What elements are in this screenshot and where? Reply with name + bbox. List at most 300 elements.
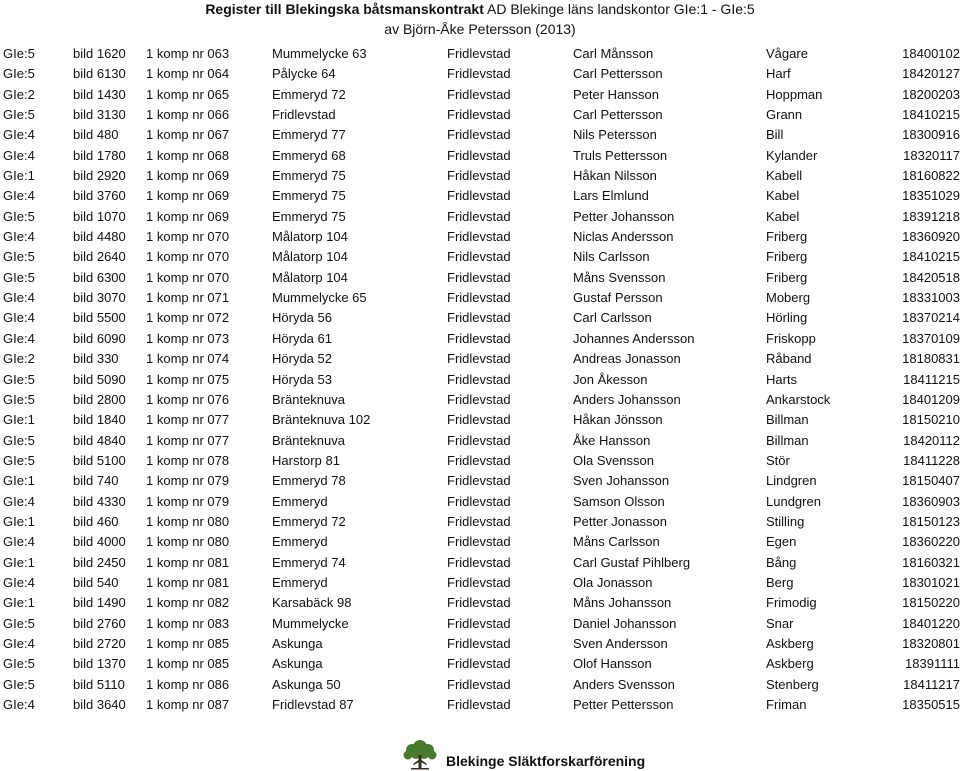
- table-row: [0, 471, 960, 491]
- cell-sailor-name: Berg: [766, 574, 794, 590]
- cell-name: Petter Jonasson: [573, 513, 667, 529]
- cell-company-number: 1 komp nr 081: [146, 554, 230, 570]
- cell-sailor-name: Vågare: [766, 46, 808, 61]
- cell-farm: Emmeryd 68: [272, 147, 346, 163]
- cell-farm: Emmeryd 72: [272, 513, 346, 529]
- cell-name: Håkan Nilsson: [573, 168, 657, 184]
- cell-image: bild 4840: [73, 432, 126, 448]
- cell-volume: GIe:5: [3, 656, 35, 672]
- cell-farm: Emmeryd 75: [272, 188, 346, 204]
- cell-date: 18300916: [902, 127, 960, 143]
- cell-volume: GIe:4: [3, 290, 35, 306]
- table-row: [0, 227, 960, 247]
- cell-volume: GIe:5: [3, 615, 35, 631]
- cell-image: bild 4480: [73, 229, 126, 245]
- table-row: [0, 85, 960, 105]
- table-row: [0, 634, 960, 654]
- table-row: [0, 308, 960, 328]
- cell-company-number: 1 komp nr 074: [146, 351, 230, 367]
- cell-farm: Fridlevstad 87: [272, 697, 354, 712]
- cell-volume: GIe:4: [3, 127, 35, 143]
- cell-volume: GIe:4: [3, 310, 35, 326]
- cell-sailor-name: Hoppman: [766, 86, 823, 102]
- cell-name: Andreas Jonasson: [573, 351, 681, 367]
- cell-name: Sven Andersson: [573, 635, 668, 651]
- cell-farm: Höryda 53: [272, 371, 332, 387]
- cell-date: 18410215: [902, 249, 960, 265]
- cell-sailor-name: Kabel: [766, 188, 800, 204]
- cell-company-number: 1 komp nr 069: [146, 208, 230, 224]
- cell-sailor-name: Hörling: [766, 310, 808, 326]
- cell-farm: Fridlevstad: [272, 107, 336, 123]
- cell-sailor-name: Bill: [766, 127, 784, 143]
- cell-farm: Emmeryd: [272, 534, 328, 550]
- cell-company-number: 1 komp nr 065: [146, 86, 230, 102]
- cell-parish: Fridlevstad: [447, 229, 511, 245]
- cell-company-number: 1 komp nr 071: [146, 290, 230, 306]
- cell-sailor-name: Lindgren: [766, 473, 817, 489]
- cell-volume: GIe:1: [3, 168, 35, 184]
- cell-image: bild 1490: [73, 595, 126, 611]
- cell-volume: GIe:5: [3, 46, 35, 61]
- cell-volume: GIe:1: [3, 412, 35, 428]
- cell-company-number: 1 komp nr 079: [146, 473, 230, 489]
- cell-name: Carl Pettersson: [573, 107, 663, 123]
- cell-image: bild 460: [73, 513, 119, 529]
- table-row: [0, 532, 960, 552]
- cell-parish: Fridlevstad: [447, 46, 511, 61]
- cell-date: 18411215: [903, 371, 960, 387]
- cell-sailor-name: Kylander: [766, 147, 818, 163]
- cell-sailor-name: Friskopp: [766, 330, 816, 346]
- cell-company-number: 1 komp nr 073: [146, 330, 230, 346]
- cell-farm: Höryda 56: [272, 310, 332, 326]
- cell-sailor-name: Råband: [766, 351, 812, 367]
- cell-name: Carl Pettersson: [573, 66, 663, 82]
- page-footer: [0, 736, 960, 771]
- cell-sailor-name: Snar: [766, 615, 794, 631]
- cell-name: Ola Jonasson: [573, 574, 653, 590]
- cell-date: 18370109: [902, 330, 960, 346]
- cell-sailor-name: Harf: [766, 66, 791, 82]
- cell-farm: Bränteknuva: [272, 391, 345, 407]
- table-row: [0, 166, 960, 186]
- cell-volume: GIe:2: [3, 86, 35, 102]
- cell-sailor-name: Egen: [766, 534, 797, 550]
- cell-volume: GIe:1: [3, 554, 35, 570]
- cell-date: 18420112: [903, 432, 960, 448]
- table-row: [0, 614, 960, 634]
- cell-parish: Fridlevstad: [447, 493, 511, 509]
- cell-farm: Emmeryd 78: [272, 473, 346, 489]
- table-row: [0, 370, 960, 390]
- cell-image: bild 1620: [73, 46, 126, 61]
- table-row: [0, 451, 960, 471]
- cell-volume: GIe:5: [3, 66, 35, 82]
- cell-volume: GIe:4: [3, 147, 35, 163]
- table-row: [0, 349, 960, 369]
- cell-parish: Fridlevstad: [447, 249, 511, 265]
- cell-parish: Fridlevstad: [447, 412, 511, 428]
- cell-volume: GIe:5: [3, 208, 35, 224]
- cell-image: bild 540: [73, 574, 119, 590]
- cell-volume: GIe:5: [3, 391, 35, 407]
- cell-image: bild 3070: [73, 290, 126, 306]
- cell-date: 18200203: [902, 86, 960, 102]
- title-bold: Register till Blekingska båtsmanskontrakt: [205, 1, 484, 17]
- cell-parish: Fridlevstad: [447, 371, 511, 387]
- cell-image: bild 1780: [73, 147, 126, 163]
- cell-image: bild 3130: [73, 107, 126, 123]
- cell-name: Måns Johansson: [573, 595, 672, 611]
- table-row: [0, 146, 960, 166]
- cell-name: Daniel Johansson: [573, 615, 677, 631]
- page-title: [0, 0, 960, 19]
- cell-name: Samson Olsson: [573, 493, 665, 509]
- cell-name: Petter Johansson: [573, 208, 675, 224]
- table-row: [0, 492, 960, 512]
- cell-date: 18411217: [903, 676, 960, 692]
- cell-company-number: 1 komp nr 070: [146, 269, 230, 285]
- cell-sailor-name: Friberg: [766, 249, 808, 265]
- cell-sailor-name: Moberg: [766, 290, 811, 306]
- cell-date: 18150123: [902, 513, 960, 529]
- cell-date: 18420127: [902, 66, 960, 82]
- title-rest: AD Blekinge läns landskontor GIe:1 - GIe:5: [483, 1, 755, 17]
- organization-name: Blekinge Släktforskarförening: [446, 753, 646, 769]
- cell-parish: Fridlevstad: [447, 452, 511, 468]
- cell-parish: Fridlevstad: [447, 697, 511, 712]
- cell-image: bild 740: [73, 473, 119, 489]
- cell-image: bild 4330: [73, 493, 126, 509]
- cell-parish: Fridlevstad: [447, 66, 511, 82]
- cell-image: bild 6300: [73, 269, 126, 285]
- cell-farm: Mummelycke 63: [272, 46, 367, 61]
- cell-parish: Fridlevstad: [447, 351, 511, 367]
- cell-farm: Höryda 61: [272, 330, 332, 346]
- cell-sailor-name: Harts: [766, 371, 798, 387]
- cell-sailor-name: Friman: [766, 697, 807, 712]
- cell-name: Jon Åkesson: [573, 371, 648, 387]
- cell-date: 18331003: [902, 290, 960, 306]
- cell-parish: Fridlevstad: [447, 534, 511, 550]
- table-row: [0, 675, 960, 695]
- table-row: [0, 288, 960, 308]
- cell-company-number: 1 komp nr 080: [146, 513, 230, 529]
- cell-date: 18350515: [902, 697, 960, 712]
- cell-company-number: 1 komp nr 078: [146, 452, 230, 468]
- cell-name: Johannes Andersson: [573, 330, 695, 346]
- register-table: [0, 44, 960, 715]
- cell-image: bild 1430: [73, 86, 126, 102]
- cell-volume: GIe:5: [3, 249, 35, 265]
- cell-company-number: 1 komp nr 072: [146, 310, 230, 326]
- cell-date: 18150407: [902, 473, 960, 489]
- cell-farm: Askunga 50: [272, 676, 341, 692]
- cell-sailor-name: Grann: [766, 107, 803, 123]
- cell-farm: Emmeryd 74: [272, 554, 346, 570]
- cell-date: 18320117: [903, 147, 960, 163]
- cell-image: bild 6090: [73, 330, 126, 346]
- cell-name: Truls Pettersson: [573, 147, 668, 163]
- cell-farm: Askunga: [272, 656, 323, 672]
- cell-parish: Fridlevstad: [447, 615, 511, 631]
- page-subtitle: av Björn-Åke Petersson (2013): [384, 21, 576, 37]
- cell-name: Carl Carlsson: [573, 310, 652, 326]
- cell-image: bild 2920: [73, 168, 126, 184]
- table-row: [0, 247, 960, 267]
- register-table-container: [0, 44, 960, 715]
- cell-volume: GIe:4: [3, 697, 35, 712]
- cell-name: Anders Svensson: [573, 676, 675, 692]
- cell-farm: Emmeryd 75: [272, 168, 346, 184]
- cell-sailor-name: Stenberg: [766, 676, 819, 692]
- cell-date: 18360903: [902, 493, 960, 509]
- cell-name: Ola Svensson: [573, 452, 654, 468]
- cell-volume: GIe:4: [3, 534, 35, 550]
- cell-sailor-name: Askberg: [766, 656, 814, 672]
- cell-date: 18360920: [902, 229, 960, 245]
- cell-image: bild 4000: [73, 534, 126, 550]
- table-row: [0, 105, 960, 125]
- cell-parish: Fridlevstad: [447, 188, 511, 204]
- cell-parish: Fridlevstad: [447, 208, 511, 224]
- cell-volume: GIe:5: [3, 432, 35, 448]
- cell-volume: GIe:4: [3, 635, 35, 651]
- table-row: [0, 512, 960, 532]
- cell-date: 18301021: [902, 574, 960, 590]
- cell-name: Petter Pettersson: [573, 697, 674, 712]
- cell-farm: Bränteknuva 102: [272, 412, 371, 428]
- cell-image: bild 2640: [73, 249, 126, 265]
- cell-date: 18150210: [902, 412, 960, 428]
- cell-image: bild 3640: [73, 697, 126, 712]
- cell-company-number: 1 komp nr 086: [146, 676, 230, 692]
- cell-parish: Fridlevstad: [447, 86, 511, 102]
- table-row: [0, 573, 960, 593]
- cell-parish: Fridlevstad: [447, 391, 511, 407]
- cell-date: 18400102: [902, 46, 960, 61]
- cell-image: bild 5090: [73, 371, 126, 387]
- cell-parish: Fridlevstad: [447, 147, 511, 163]
- cell-date: 18391111: [905, 656, 960, 672]
- cell-volume: GIe:4: [3, 188, 35, 204]
- cell-name: Håkan Jönsson: [573, 412, 663, 428]
- cell-image: bild 330: [73, 351, 119, 367]
- table-row: [0, 268, 960, 288]
- cell-date: 18160822: [902, 168, 960, 184]
- cell-date: 18320801: [902, 635, 960, 651]
- cell-name: Nils Petersson: [573, 127, 657, 143]
- cell-date: 18410215: [902, 107, 960, 123]
- cell-company-number: 1 komp nr 069: [146, 188, 230, 204]
- cell-farm: Harstorp 81: [272, 452, 340, 468]
- cell-farm: Emmeryd 77: [272, 127, 346, 143]
- cell-date: 18360220: [902, 534, 960, 550]
- cell-image: bild 2760: [73, 615, 126, 631]
- cell-sailor-name: Friberg: [766, 229, 808, 245]
- cell-volume: GIe:1: [3, 595, 35, 611]
- cell-image: bild 5100: [73, 452, 126, 468]
- table-row: [0, 329, 960, 349]
- table-row: [0, 64, 960, 84]
- cell-volume: GIe:1: [3, 513, 35, 529]
- cell-parish: Fridlevstad: [447, 168, 511, 184]
- cell-sailor-name: Kabel: [766, 208, 800, 224]
- cell-company-number: 1 komp nr 077: [146, 412, 230, 428]
- cell-sailor-name: Lundgren: [766, 493, 821, 509]
- page-header: [0, 0, 960, 39]
- cell-volume: GIe:4: [3, 493, 35, 509]
- cell-name: Måns Svensson: [573, 269, 666, 285]
- cell-name: Nils Carlsson: [573, 249, 650, 265]
- table-row: [0, 186, 960, 206]
- cell-date: 18401220: [902, 615, 960, 631]
- cell-parish: Fridlevstad: [447, 473, 511, 489]
- cell-farm: Emmeryd 75: [272, 208, 346, 224]
- cell-company-number: 1 komp nr 064: [146, 66, 230, 82]
- cell-image: bild 6130: [73, 66, 126, 82]
- cell-parish: Fridlevstad: [447, 310, 511, 326]
- cell-image: bild 2450: [73, 554, 126, 570]
- cell-volume: GIe:1: [3, 473, 35, 489]
- table-row: [0, 431, 960, 451]
- cell-date: 18411228: [903, 452, 960, 468]
- cell-sailor-name: Friberg: [766, 269, 808, 285]
- cell-company-number: 1 komp nr 077: [146, 432, 230, 448]
- cell-farm: Emmeryd 72: [272, 86, 346, 102]
- cell-parish: Fridlevstad: [447, 290, 511, 306]
- cell-volume: GIe:4: [3, 229, 35, 245]
- cell-image: bild 1840: [73, 412, 126, 428]
- cell-sailor-name: Stör: [766, 452, 790, 468]
- cell-date: 18420518: [902, 269, 960, 285]
- cell-volume: GIe:5: [3, 371, 35, 387]
- cell-date: 18180831: [902, 351, 960, 367]
- cell-parish: Fridlevstad: [447, 656, 511, 672]
- cell-company-number: 1 komp nr 080: [146, 534, 230, 550]
- table-row: [0, 654, 960, 674]
- cell-company-number: 1 komp nr 082: [146, 595, 230, 611]
- cell-company-number: 1 komp nr 075: [146, 371, 230, 387]
- cell-farm: Målatorp 104: [272, 229, 348, 245]
- cell-company-number: 1 komp nr 063: [146, 46, 230, 61]
- cell-sailor-name: Bång: [766, 554, 797, 570]
- cell-volume: GIe:5: [3, 676, 35, 692]
- cell-farm: Emmeryd: [272, 493, 328, 509]
- cell-sailor-name: Billman: [766, 432, 809, 448]
- cell-image: bild 2800: [73, 391, 126, 407]
- cell-parish: Fridlevstad: [447, 330, 511, 346]
- table-row: [0, 207, 960, 227]
- cell-company-number: 1 komp nr 076: [146, 391, 230, 407]
- cell-farm: Bränteknuva: [272, 432, 345, 448]
- cell-date: 18391218: [902, 208, 960, 224]
- cell-name: Lars Elmlund: [573, 188, 649, 204]
- cell-name: Sven Johansson: [573, 473, 670, 489]
- cell-company-number: 1 komp nr 087: [146, 697, 230, 712]
- cell-date: 18351029: [902, 188, 960, 204]
- cell-name: Anders Johansson: [573, 391, 681, 407]
- cell-name: Niclas Andersson: [573, 229, 674, 245]
- cell-company-number: 1 komp nr 069: [146, 168, 230, 184]
- cell-farm: Askunga: [272, 635, 323, 651]
- cell-company-number: 1 komp nr 070: [146, 229, 230, 245]
- cell-parish: Fridlevstad: [447, 676, 511, 692]
- cell-sailor-name: Billman: [766, 412, 809, 428]
- cell-image: bild 2720: [73, 635, 126, 651]
- cell-parish: Fridlevstad: [447, 635, 511, 651]
- cell-sailor-name: Askberg: [766, 635, 814, 651]
- cell-volume: GIe:4: [3, 574, 35, 590]
- cell-farm: Målatorp 104: [272, 269, 348, 285]
- cell-image: bild 5500: [73, 310, 126, 326]
- cell-parish: Fridlevstad: [447, 127, 511, 143]
- table-row: [0, 593, 960, 613]
- cell-name: Carl Gustaf Pihlberg: [573, 554, 691, 570]
- cell-farm: Pålycke 64: [272, 66, 336, 82]
- cell-image: bild 480: [73, 127, 119, 143]
- cell-name: Carl Månsson: [573, 46, 654, 61]
- table-row: [0, 44, 960, 64]
- cell-date: 18401209: [902, 391, 960, 407]
- cell-farm: Emmeryd: [272, 574, 328, 590]
- cell-parish: Fridlevstad: [447, 107, 511, 123]
- cell-date: 18370214: [902, 310, 960, 326]
- cell-company-number: 1 komp nr 067: [146, 127, 230, 143]
- cell-date: 18160321: [902, 554, 960, 570]
- cell-parish: Fridlevstad: [447, 595, 511, 611]
- cell-name: Åke Hansson: [573, 432, 651, 448]
- cell-parish: Fridlevstad: [447, 269, 511, 285]
- cell-name: Olof Hansson: [573, 656, 652, 672]
- cell-volume: GIe:4: [3, 330, 35, 346]
- cell-sailor-name: Kabell: [766, 168, 803, 184]
- cell-company-number: 1 komp nr 085: [146, 656, 230, 672]
- cell-sailor-name: Frimodig: [766, 595, 817, 611]
- cell-volume: GIe:5: [3, 107, 35, 123]
- cell-sailor-name: Stilling: [766, 513, 805, 529]
- cell-company-number: 1 komp nr 085: [146, 635, 230, 651]
- cell-farm: Målatorp 104: [272, 249, 348, 265]
- cell-company-number: 1 komp nr 070: [146, 249, 230, 265]
- cell-company-number: 1 komp nr 081: [146, 574, 230, 590]
- cell-company-number: 1 komp nr 083: [146, 615, 230, 631]
- table-row: [0, 125, 960, 145]
- cell-farm: Mummelycke: [272, 615, 349, 631]
- register-table-body: [0, 44, 960, 715]
- cell-company-number: 1 komp nr 068: [146, 147, 230, 163]
- cell-date: 18150220: [902, 595, 960, 611]
- cell-farm: Karsabäck 98: [272, 595, 352, 611]
- cell-volume: GIe:2: [3, 351, 35, 367]
- cell-image: bild 1370: [73, 656, 126, 672]
- cell-parish: Fridlevstad: [447, 554, 511, 570]
- table-row: [0, 390, 960, 410]
- cell-farm: Mummelycke 65: [272, 290, 367, 306]
- cell-name: Gustaf Persson: [573, 290, 663, 306]
- tree-icon: [402, 738, 438, 771]
- cell-parish: Fridlevstad: [447, 513, 511, 529]
- table-row: [0, 695, 960, 715]
- cell-image: bild 5110: [73, 676, 125, 692]
- cell-name: Peter Hansson: [573, 86, 659, 102]
- cell-parish: Fridlevstad: [447, 574, 511, 590]
- cell-company-number: 1 komp nr 079: [146, 493, 230, 509]
- cell-farm: Höryda 52: [272, 351, 332, 367]
- cell-name: Måns Carlsson: [573, 534, 660, 550]
- cell-sailor-name: Ankarstock: [766, 391, 831, 407]
